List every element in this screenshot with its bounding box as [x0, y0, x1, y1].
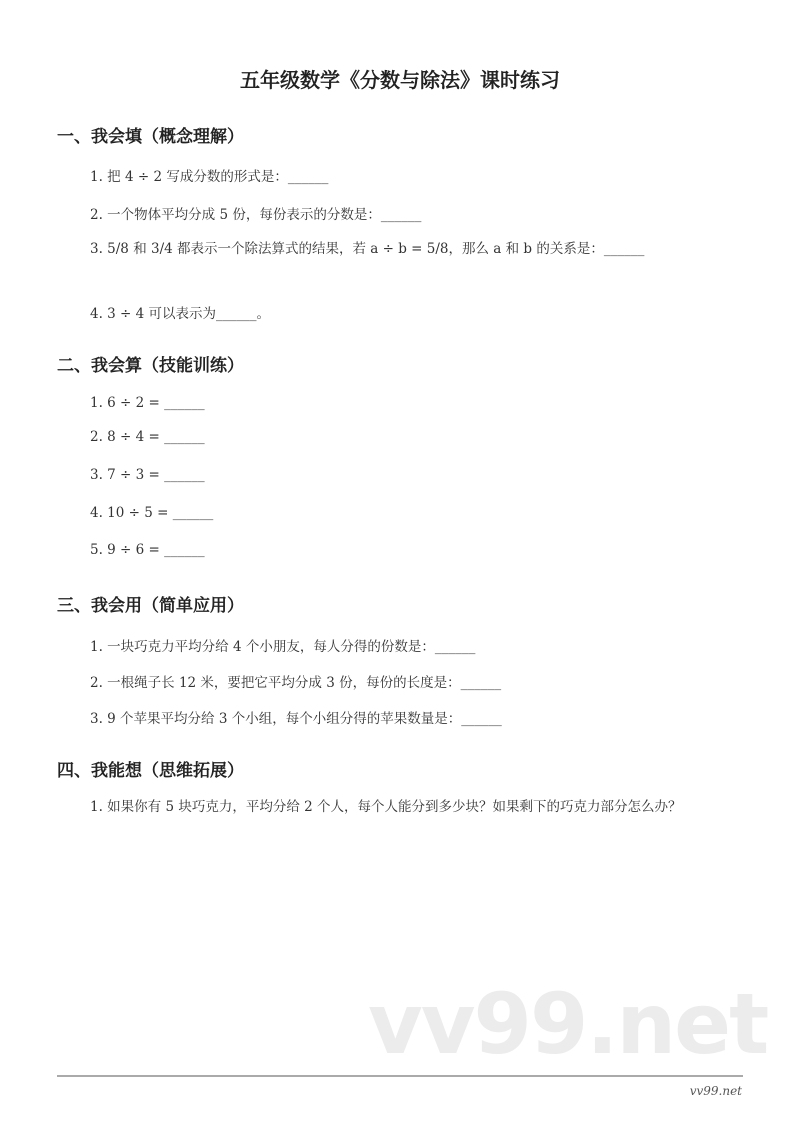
footer-divider: [57, 1075, 743, 1077]
question: 3. 7 ÷ 3 = ______: [90, 467, 205, 483]
question: 2. 一个物体平均分成 5 份，每份表示的分数是：______: [90, 207, 422, 223]
question: 1. 把 4 ÷ 2 写成分数的形式是：______: [90, 169, 329, 185]
question: 2. 一根绳子长 12 米，要把它平均分成 3 份，每份的长度是：______: [90, 675, 502, 691]
question: 4. 10 ÷ 5 = ______: [90, 505, 214, 521]
section-heading: 二、我会算（技能训练）: [57, 356, 244, 376]
question: 1. 如果你有 5 块巧克力，平均分给 2 个人，每个人能分到多少块？如果剩下的巧克力部分怎么办？: [90, 799, 682, 815]
question: 3. 5/8 和 3/4 都表示一个除法算式的结果，若 a ÷ b = 5/8，那么 a 和 b 的关系是：______: [90, 241, 645, 257]
watermark: vv99.net: [368, 975, 768, 1073]
question: 2. 8 ÷ 4 = ______: [90, 429, 205, 445]
section-heading: 四、我能想（思维拓展）: [57, 761, 244, 781]
question: 4. 3 ÷ 4 可以表示为______。: [90, 306, 271, 322]
section-heading: 一、我会填（概念理解）: [57, 127, 244, 147]
question: 1. 6 ÷ 2 = ______: [90, 395, 205, 411]
question: 1. 一块巧克力平均分给 4 个小朋友，每人分得的份数是：______: [90, 639, 476, 655]
footer-text: vv99.net: [689, 1084, 742, 1098]
section-heading: 三、我会用（简单应用）: [57, 596, 244, 616]
question: 5. 9 ÷ 6 = ______: [90, 542, 205, 558]
question: 3. 9 个苹果平均分给 3 个小组，每个小组分得的苹果数量是：______: [90, 711, 502, 727]
page-title: 五年级数学《分数与除法》课时练习: [240, 68, 560, 92]
